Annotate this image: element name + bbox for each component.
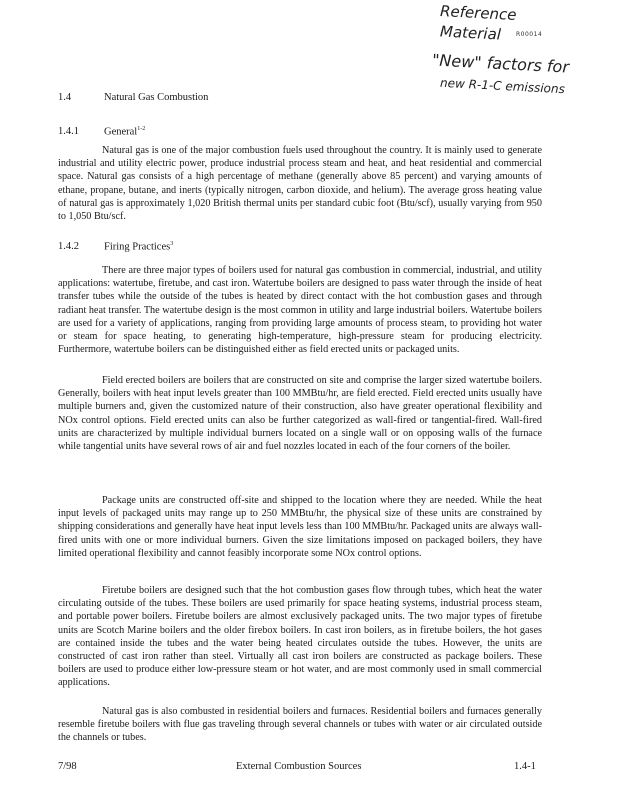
firing-paragraph-1-text: There are three major types of boilers used for natural gas combustion in commercial, industrial, and utility applications: watertube, firetube, and cast iron. Watertube boilers are designed to pass water through the inside of heat transfer tubes while the outside of the tubes is heated by direct contact with the hot combustion gases and through radiant heat transfer. The watertube design is the most common in utility and large industrial boilers. Watertube boilers are used for a variety of applications, ranging from providing large amounts of process steam, to providing hot water or steam for space heating, to generating high-temperature, high-pressure steam for producing electricity. Furthermore, watertube boilers can be distinguished either as field erected units or packaged units. <box>58 265 542 356</box>
subsection-number-firing: 1.4.2 <box>58 241 79 252</box>
firing-paragraph-3-text: Package units are constructed off-site and shipped to the location where they are needed. While the heat input levels of packaged units may range up to 250 MMBtu/hr, the physical size of these units are constrained by shipping considerations and generally have heat input levels less than 100 MMBtu/hr. Packaged units are always wall-fired units with one or more individual burners. Given the size limitations imposed on packaged boilers, they have limited operational flexibility and cannot feasibly incorporate some NOx control options. <box>58 495 542 559</box>
handwritten-note-reference: Reference <box>439 2 517 24</box>
general-title-text: General <box>104 126 138 138</box>
firing-paragraph-2 <box>58 374 542 453</box>
firing-reference-note: 3 <box>170 241 174 247</box>
general-paragraph <box>58 144 542 223</box>
footer-page-number: 1.4-1 <box>514 761 536 772</box>
section-number: 1.4 <box>58 92 72 103</box>
firing-paragraph-4-text: Firetube boilers are designed such that the hot combustion gases flow through tubes, which heat the water circulating outside of the tubes. These boilers are used primarily for space heating systems, industrial process steam, and portable power boilers. Firetube boilers are almost exclusively packaged units. The two major types of firetube units are Scotch Marine boilers and the older firebox boilers. In cast iron boilers, as in firetube boilers, the hot gases are contained inside the tubes and the water being heated circulates outside the tubes. However, the units are constructed of cast iron rather than steel. Virtually all cast iron boilers are constructed as package boilers. These boilers are used to produce either low-pressure steam or hot water, and are most commonly used in small commercial applications. <box>58 585 542 689</box>
general-paragraph-text: Natural gas is one of the major combustion fuels used throughout the country. It is mainly used to generate industrial and utility electric power, produce industrial process steam and heat, and heat residential and commercial space. Natural gas consists of a high percentage of methane (generally above 85 percent) and varying amounts of ethane, propane, butane, and inerts (typically nitrogen, carbon dioxide, and helium). The average gross heating value of natural gas is approximately 1,020 British thermal units per standard cubic foot (Btu/scf), usually varying from 950 to 1,050 Btu/scf. <box>58 145 542 223</box>
footer-chapter-title: External Combustion Sources <box>236 761 362 772</box>
footer-date: 7/98 <box>58 761 77 772</box>
section-title: Natural Gas Combustion <box>104 92 209 103</box>
firing-paragraph-5 <box>58 705 542 745</box>
firing-paragraph-4 <box>58 584 542 690</box>
document-stamp: R00014 <box>516 31 543 38</box>
subsection-number-general: 1.4.1 <box>58 126 79 137</box>
firing-paragraph-1 <box>58 264 542 356</box>
firing-paragraph-2-text: Field erected boilers are boilers that are constructed on site and comprise the larger sized watertube boilers. Generally, boilers with heat input levels greater than 100 MMBtu/hr, are field erected. Field erected units usually have multiple burners and, given the customized nature of their construction, also have greater operational flexibility and NOx control options. Field erected units can also be further categorized as wall-fired or tangential-fired. Wall-fired units are characterized by multiple individual burners located on a single wall or on opposing walls of the furnace while tangential units have several rows of air and fuel nozzles located in each of the four corners of the boiler. <box>58 375 542 453</box>
handwritten-note-emissions: new R-1-C emissions <box>439 75 566 97</box>
subsection-title-firing <box>104 241 173 253</box>
firing-paragraph-5-text: Natural gas is also combusted in residential boilers and furnaces. Residential boilers and furnaces generally resemble firetube boilers with flue gas traveling through several channels or tubes with water or air circulated outside the channels or tubes. <box>58 706 542 744</box>
general-reference-note: 1-2 <box>137 126 146 132</box>
handwritten-note-material: Material <box>439 22 502 44</box>
firing-paragraph-3 <box>58 494 542 560</box>
handwritten-note-new-factors: "New" factors for <box>431 50 570 77</box>
firing-title-text: Firing Practices <box>104 241 171 253</box>
subsection-title-general <box>104 126 145 138</box>
